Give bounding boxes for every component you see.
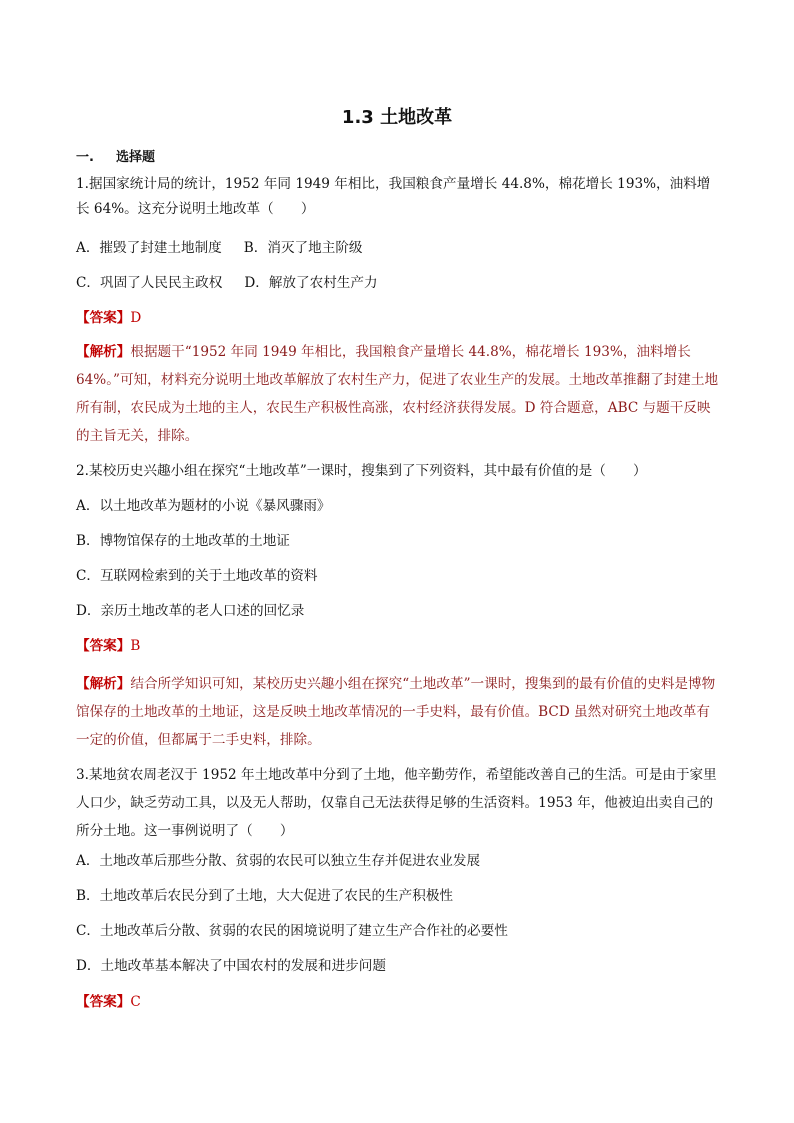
question-1-option-b: B．消灭了地主阶级: [243, 240, 363, 256]
question-3-answer: [76, 990, 141, 1015]
question-2-answer: [76, 634, 140, 659]
question-1-option-a: A．摧毁了封建土地制度: [76, 240, 222, 256]
question-3-option-a: A．土地改革后那些分散、贫弱的农民可以独立生存并促进农业发展: [76, 853, 481, 869]
question-3-option-b: B．土地改革后农民分到了土地，大大促进了农民的生产积极性: [76, 888, 454, 904]
question-1-answer: [76, 306, 141, 331]
question-1-option-d: D．解放了农村生产力: [244, 275, 378, 291]
question-1-options-row-1: [76, 236, 363, 261]
analysis-tag: 【解析】: [76, 676, 131, 692]
answer-tag: 【答案】: [76, 994, 131, 1010]
question-3-option-d: D．土地改革基本解决了中国农村的发展和进步问题: [76, 958, 386, 974]
question-1-options-row-2: [76, 271, 378, 296]
question-2-option-b: B．博物馆保存的土地改革的土地证: [76, 533, 290, 549]
section-label: 选择题: [116, 150, 156, 165]
answer-tag: 【答案】: [76, 310, 131, 326]
page-title: 1.3 土地改革: [341, 107, 453, 128]
analysis-text: 结合所学知识可知，某校历史兴趣小组在探究“土地改革”一课时，搜集到的最有价值的史料是博物馆保存的土地改革的土地证，这是反映土地改革情况的一手史料，最有价值。BCD 虽然对研究土地改革有一定的价值，但都属于二手史料，排除。: [76, 676, 716, 748]
question-1-analysis: [76, 338, 720, 450]
answer-value: D: [130, 310, 142, 326]
answer-value: B: [130, 638, 141, 654]
section-heading: [76, 146, 155, 165]
question-2-option-c: C．互联网检索到的关于土地改革的资料: [76, 568, 318, 584]
question-3-stem: 3.某地贫农周老汉于 1952 年土地改革中分到了土地，他辛勤劳作，希望能改善自己的生活。可是由于家里人口少，缺乏劳动工具，以及无人帮助，仅靠自己无法获得足够的生活资料。1953 年，他被迫出卖自己的所分土地。这一事例说明了（ ）: [76, 767, 717, 839]
question-2-analysis: [76, 670, 720, 754]
question-3-option-c: C．土地改革后分散、贫弱的农民的困境说明了建立生产合作社的必要性: [76, 923, 508, 939]
answer-value: C: [130, 994, 141, 1010]
analysis-tag: 【解析】: [76, 344, 131, 360]
question-2-option-a: A．以土地改革为题材的小说《暴风骤雨》: [76, 498, 331, 514]
question-1-stem: 1.据国家统计局的统计，1952 年同 1949 年相比，我国粮食产量增长 44.8%，棉花增长 193%，油料增长 64%。这充分说明土地改革（ ）: [76, 176, 711, 217]
question-2-stem: 2.某校历史兴趣小组在探究“土地改革”一课时，搜集到了下列资料，其中最有价值的是（ ）: [76, 463, 647, 479]
question-2-option-d: D．亲历土地改革的老人口述的回忆录: [76, 603, 305, 619]
section-number: 一.: [76, 150, 94, 165]
question-1-option-c: C．巩固了人民民主政权: [76, 275, 223, 291]
answer-tag: 【答案】: [76, 638, 131, 654]
analysis-text: 根据题干“1952 年同 1949 年相比，我国粮食产量增长 44.8%，棉花增长 193%，油料增长 64%。”可知，材料充分说明土地改革解放了农村生产力，促进了农业生产的发展。土地改革推翻了封建土地所有制，农民成为土地的主人，农民生产积极性高涨，农村经济获得发展。D 符合题意，ABC 与题干反映的主旨无关，排除。: [76, 344, 719, 444]
